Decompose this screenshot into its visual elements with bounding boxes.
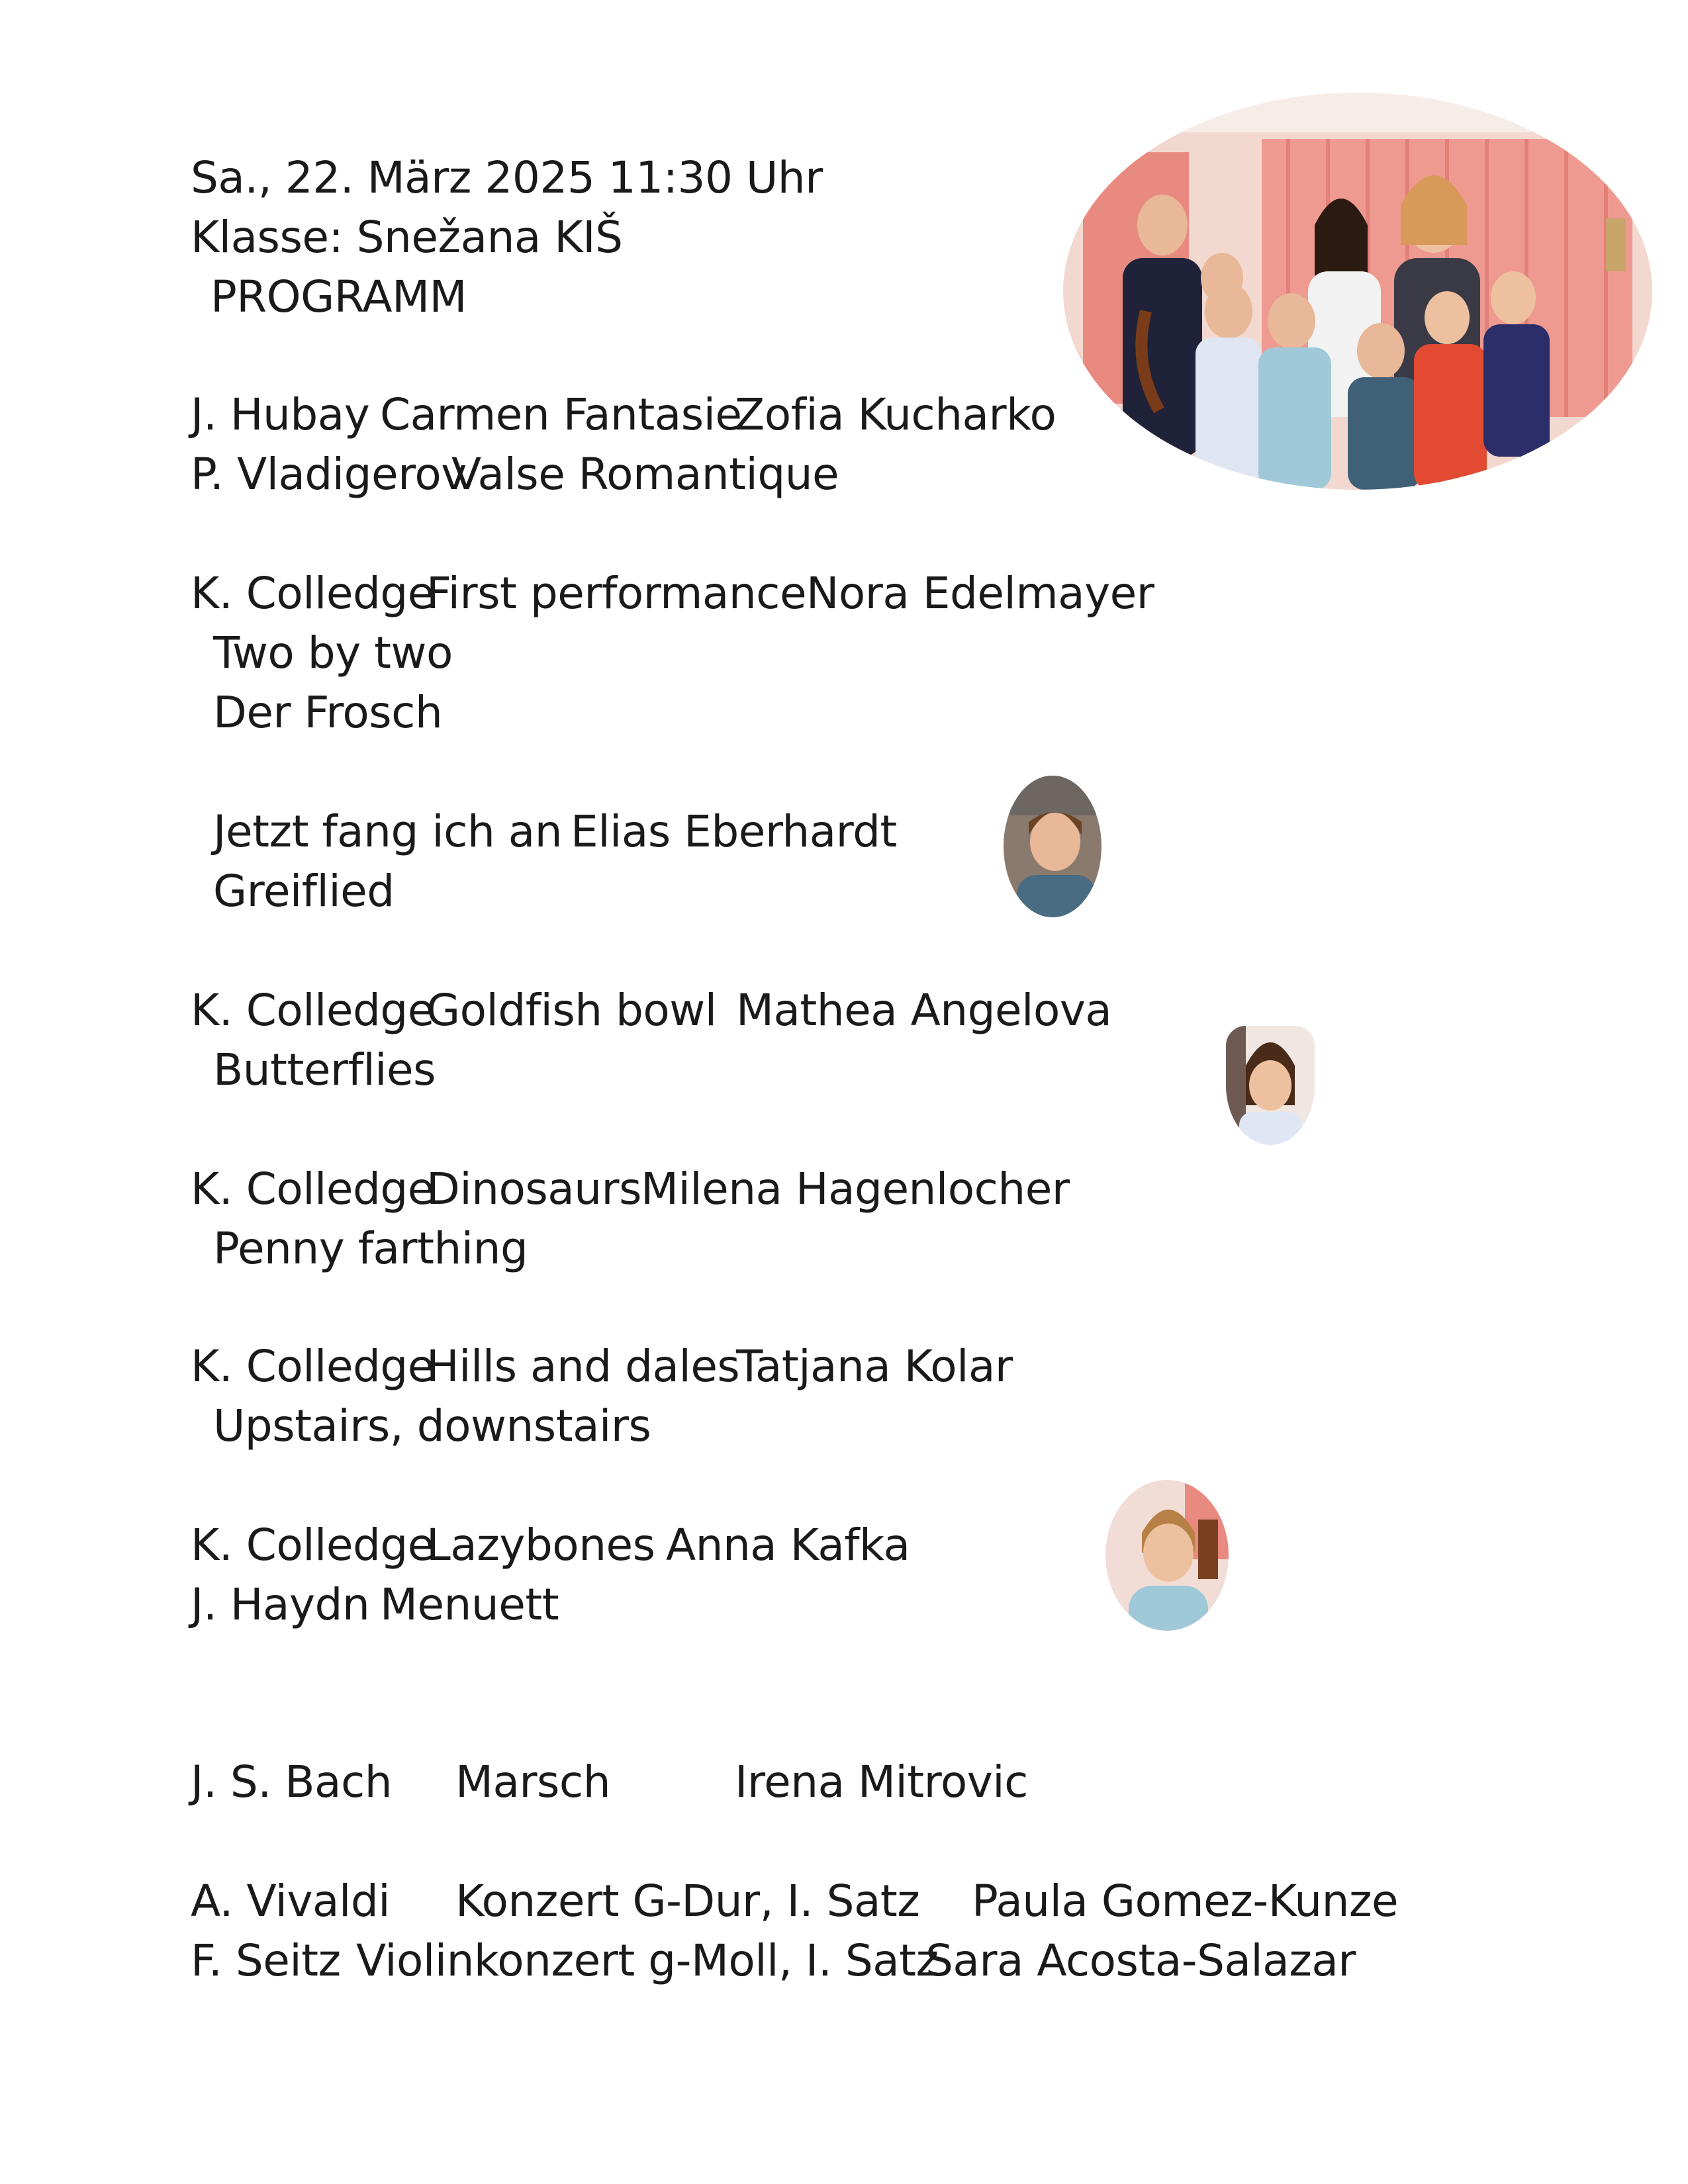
- composer: K. Colledge: [191, 985, 434, 1036]
- program-entry-haydn: [191, 1579, 1184, 1630]
- piece: Dinosaurs: [426, 1163, 642, 1214]
- piece: Lazybones: [426, 1520, 655, 1570]
- program-entry-acosta: [191, 1935, 1515, 1986]
- composer: J. Hubay: [191, 389, 370, 440]
- composer: K. Colledge: [191, 568, 434, 619]
- program-entry-vladigerov: [191, 449, 1184, 500]
- piece: Valse Romantique: [451, 449, 839, 500]
- program-entry-kolar: [191, 1341, 1184, 1392]
- performer: Milena Hagenlocher: [641, 1163, 1070, 1214]
- program-entry-kafka: [191, 1520, 1184, 1570]
- portrait-elias-eberhardt: [1004, 776, 1102, 917]
- performer: Anna Kafka: [666, 1520, 910, 1570]
- program-entry-hubay: [191, 389, 1184, 440]
- performer: Nora Edelmayer: [806, 568, 1154, 619]
- piece: Violinkonzert g-Moll, I. Satz: [356, 1935, 939, 1986]
- performer: Tatjana Kolar: [736, 1341, 1013, 1392]
- performer: Sara Acosta-Salazar: [925, 1935, 1356, 1986]
- program-entry-gomez: [191, 1876, 1515, 1927]
- program-page: Sa., 22. März 2025 11:30 Uhr Klasse: Snežana KIŠ PROGRAMM J. Hubay Carmen Fantasie Zofia Kucharko P. Vladigerov Valse Romantique K. Colledge First performance Nora Edelmayer Two by two Der Frosch Jetzt fang ich an Elias Eberhardt Greiflied K. Colledge Goldfish bowl Mathea Angelova Butterflies K. Colledge Dinosaurs Milena Hagenlocher Penny farthing K. Colledge Hills and dales Tatjana Kolar Upstairs, downstairs K. Colledge Lazybones Anna Kafka J. Haydn Menuett J. S. Bach Marsch Irena Mitrovic A. Vivaldi Konzert G-Dur, I. Satz Paula Gomez-Kunze F. Seitz Violinkonzert g-Moll, I. Satz Sara Acosta-Salazar: [0, 0, 1688, 2184]
- composer: J. S. Bach: [191, 1756, 393, 1807]
- composer: P. Vladigerov: [191, 449, 467, 500]
- composer: A. Vivaldi: [191, 1876, 391, 1927]
- composer: K. Colledge: [191, 1520, 434, 1570]
- piece: Jetzt fang ich an: [213, 806, 563, 857]
- piece: Konzert G-Dur, I. Satz: [455, 1876, 920, 1927]
- program-entry-eberhardt: [213, 806, 1074, 857]
- performer: Irena Mitrovic: [735, 1756, 1028, 1807]
- portrait-mathea-angelova: [1226, 1026, 1315, 1145]
- program-entry-hagenlocher: [191, 1163, 1184, 1214]
- performer: Mathea Angelova: [736, 985, 1112, 1036]
- composer: F. Seitz: [191, 1935, 341, 1986]
- program-entry-mitrovic: [191, 1756, 1184, 1807]
- group-photo: [1063, 93, 1652, 490]
- piece: Menuett: [380, 1579, 559, 1630]
- composer: J. Haydn: [191, 1579, 370, 1630]
- composer: K. Colledge: [191, 1341, 434, 1392]
- portrait-anna-kafka: [1105, 1480, 1229, 1631]
- piece: Carmen Fantasie: [380, 389, 742, 440]
- performer: Elias Eberhardt: [571, 806, 897, 857]
- piece: First performance: [426, 568, 807, 619]
- piece: Hills and dales: [426, 1341, 740, 1392]
- piece: Goldfish bowl: [426, 985, 717, 1036]
- performer: Paula Gomez-Kunze: [972, 1876, 1399, 1927]
- program-entry-angelova: [191, 985, 1184, 1036]
- program-entry-edelmayer: [191, 568, 1316, 619]
- composer: K. Colledge: [191, 1163, 434, 1214]
- performer: Zofia Kucharko: [735, 389, 1056, 440]
- piece: Marsch: [455, 1756, 611, 1807]
